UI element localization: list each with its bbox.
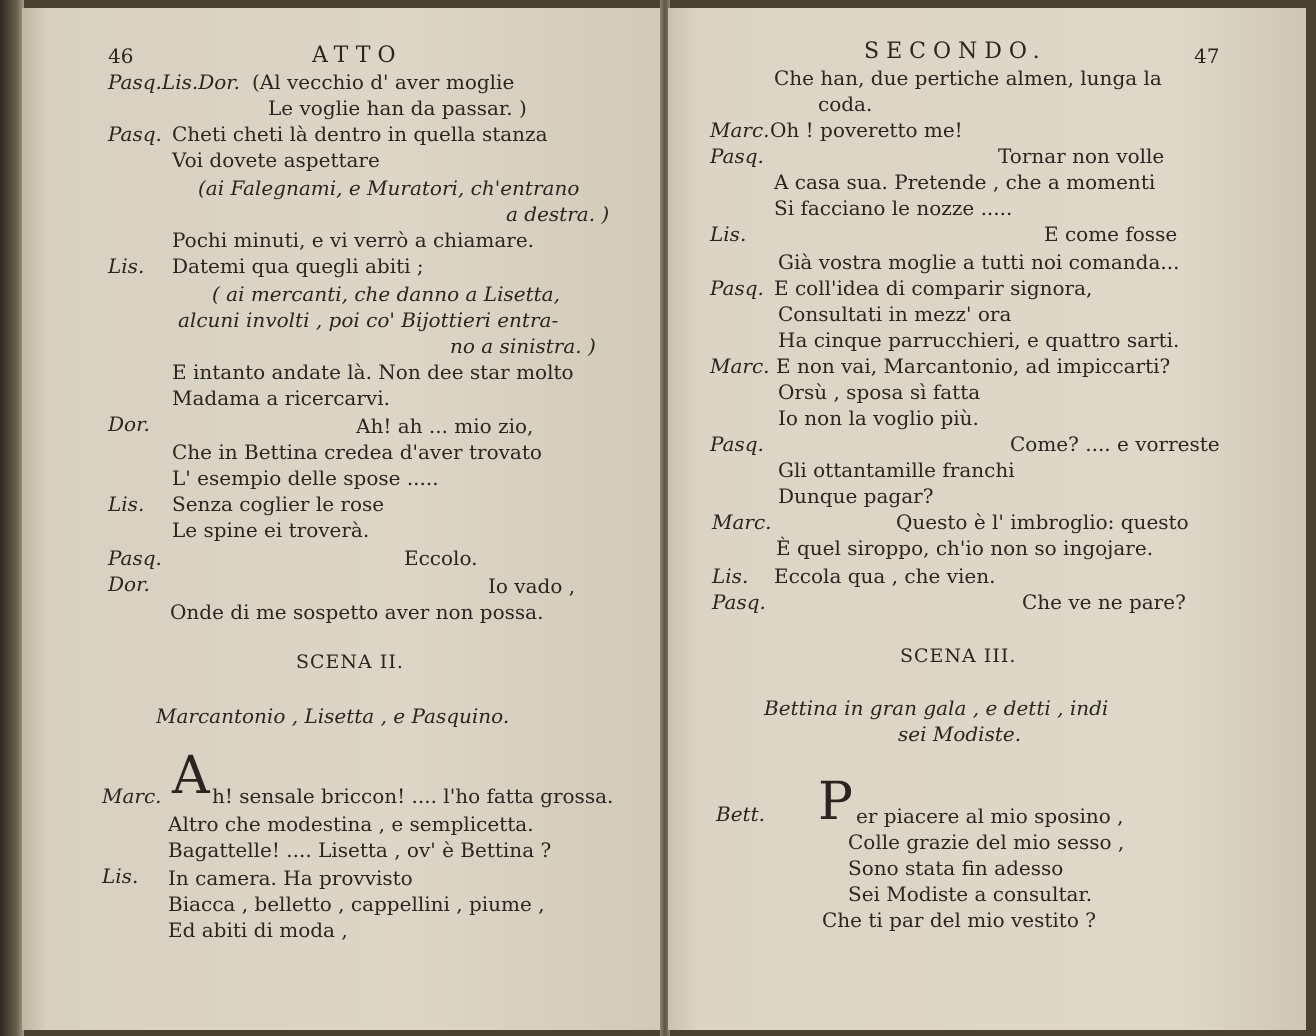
verse-line: Io vado , [488,574,576,598]
verse-line: E intanto andate là. Non dee star molto [172,360,574,384]
speaker: Lis. [710,222,747,246]
verse-line: L' esempio delle spose ..... [172,466,439,490]
speaker: Pasq. [712,590,766,614]
speaker: Lis. [102,864,139,888]
verse-line: Ha cinque parrucchieri, e quattro sarti. [778,328,1180,352]
speaker: Lis. [108,254,145,278]
verse-line: Eccola qua , che vien. [774,564,996,588]
verse-line: Si facciano le nozze ..... [774,196,1013,220]
verse-line: Pochi minuti, e vi verrò a chiamare. [172,228,535,252]
drop-cap: A [172,746,210,806]
verse-line: er piacere al mio sposino , [856,804,1124,828]
speaker: Marc. [710,354,770,378]
stage-direction: alcuni involti , poi co' Bijottieri entra- [178,308,559,332]
page-number: 47 [1194,44,1220,68]
verse-line: Le spine ei troverà. [172,518,370,542]
stage-direction: (ai Falegnami, e Muratori, ch'entrano [198,176,580,200]
verse-line: A casa sua. Pretende , che a momenti [774,170,1156,194]
verse-line: Colle grazie del mio sesso , [848,830,1125,854]
stage-direction: a destra. ) [506,202,610,226]
verse-line: Già vostra moglie a tutti noi comanda... [778,250,1180,274]
verse-line: coda. [818,92,873,116]
speaker: Dor. [108,572,150,596]
book-cover-edge [0,0,24,1036]
speaker: Marc. [710,118,770,142]
verse-line: Come? .... e vorreste [1010,432,1220,456]
running-header: ATTO [312,43,403,68]
right-page [668,8,1306,1030]
stage-direction: no a sinistra. ) [450,334,596,358]
scene-title: SCENA II. [296,651,404,673]
page-number: 46 [108,44,134,68]
running-header: SECONDO. [864,39,1047,64]
speaker: Lis. [108,492,145,516]
verse-line: Sei Modiste a consultar. [848,882,1093,906]
drop-cap: P [818,772,853,832]
verse-line: E come fosse [1044,222,1178,246]
scene-cast: Bettina in gran gala , e detti , indi [764,696,1109,720]
verse-line: Sono stata fin adesso [848,856,1064,880]
scene-cast: Marcantonio , Lisetta , e Pasquino. [156,704,510,728]
speaker: Pasq. [710,432,764,456]
verse-line: Che ti par del mio vestito ? [822,908,1096,932]
speaker: Pasq. [108,122,162,146]
verse-line: Questo è l' imbroglio: questo [896,510,1189,534]
speaker: Dor. [108,412,150,436]
scene-title: SCENA III. [900,645,1017,667]
left-page [22,8,662,1030]
verse-line: Onde di me sospetto aver non possa. [170,600,544,624]
verse-line: Senza coglier le rose [172,492,385,516]
verse-line: Eccolo. [404,546,478,570]
verse-line: In camera. Ha provvisto [168,866,413,890]
verse-line: Ed abiti di moda , [168,918,348,942]
verse-line: Consultati in mezz' ora [778,302,1012,326]
verse-line: Madama a ricercarvi. [172,386,390,410]
verse-line: Oh ! poveretto me! [770,118,963,142]
speaker: Pasq. [710,276,764,300]
verse-line: h! sensale briccon! .... l'ho fatta grossa. [212,784,614,808]
speaker: Pasq.Lis.Dor. [108,70,241,94]
scene-cast: sei Modiste. [898,722,1022,746]
speaker: Marc. [102,784,162,808]
verse-line: Bagattelle! .... Lisetta , ov' è Bettina ? [168,838,552,862]
verse-line: Gli ottantamille franchi [778,458,1015,482]
verse-line: Che han, due pertiche almen, lunga la [774,66,1162,90]
verse-line: Datemi qua quegli abiti ; [172,254,424,278]
verse-line: Cheti cheti là dentro in quella stanza [172,122,548,146]
verse-line: Voi dovete aspettare [172,148,380,172]
verse-line: Tornar non volle [998,144,1165,168]
verse-line: È quel siroppo, ch'io non so ingojare. [776,536,1154,560]
speaker: Lis. [712,564,749,588]
speaker: Marc. [712,510,772,534]
verse-line: Biacca , belletto , cappellini , piume , [168,892,545,916]
speaker: Pasq. [108,546,162,570]
verse-line: Ah! ah ... mio zio, [356,414,534,438]
verse-line: Le voglie han da passar. ) [268,96,527,120]
verse-line: Che in Bettina credea d'aver trovato [172,440,542,464]
stage-direction: ( ai mercanti, che danno a Lisetta, [212,282,560,306]
verse-line: Altro che modestina , e semplicetta. [168,812,534,836]
speaker: Pasq. [710,144,764,168]
verse-line: E coll'idea di comparir signora, [774,276,1093,300]
speaker: Bett. [716,802,765,826]
verse-line: (Al vecchio d' aver moglie [252,70,515,94]
verse-line: Che ve ne pare? [1022,590,1186,614]
verse-line: Orsù , sposa sì fatta [778,380,981,404]
verse-line: E non vai, Marcantonio, ad impiccarti? [776,354,1171,378]
verse-line: Dunque pagar? [778,484,934,508]
verse-line: Io non la voglio più. [778,406,979,430]
